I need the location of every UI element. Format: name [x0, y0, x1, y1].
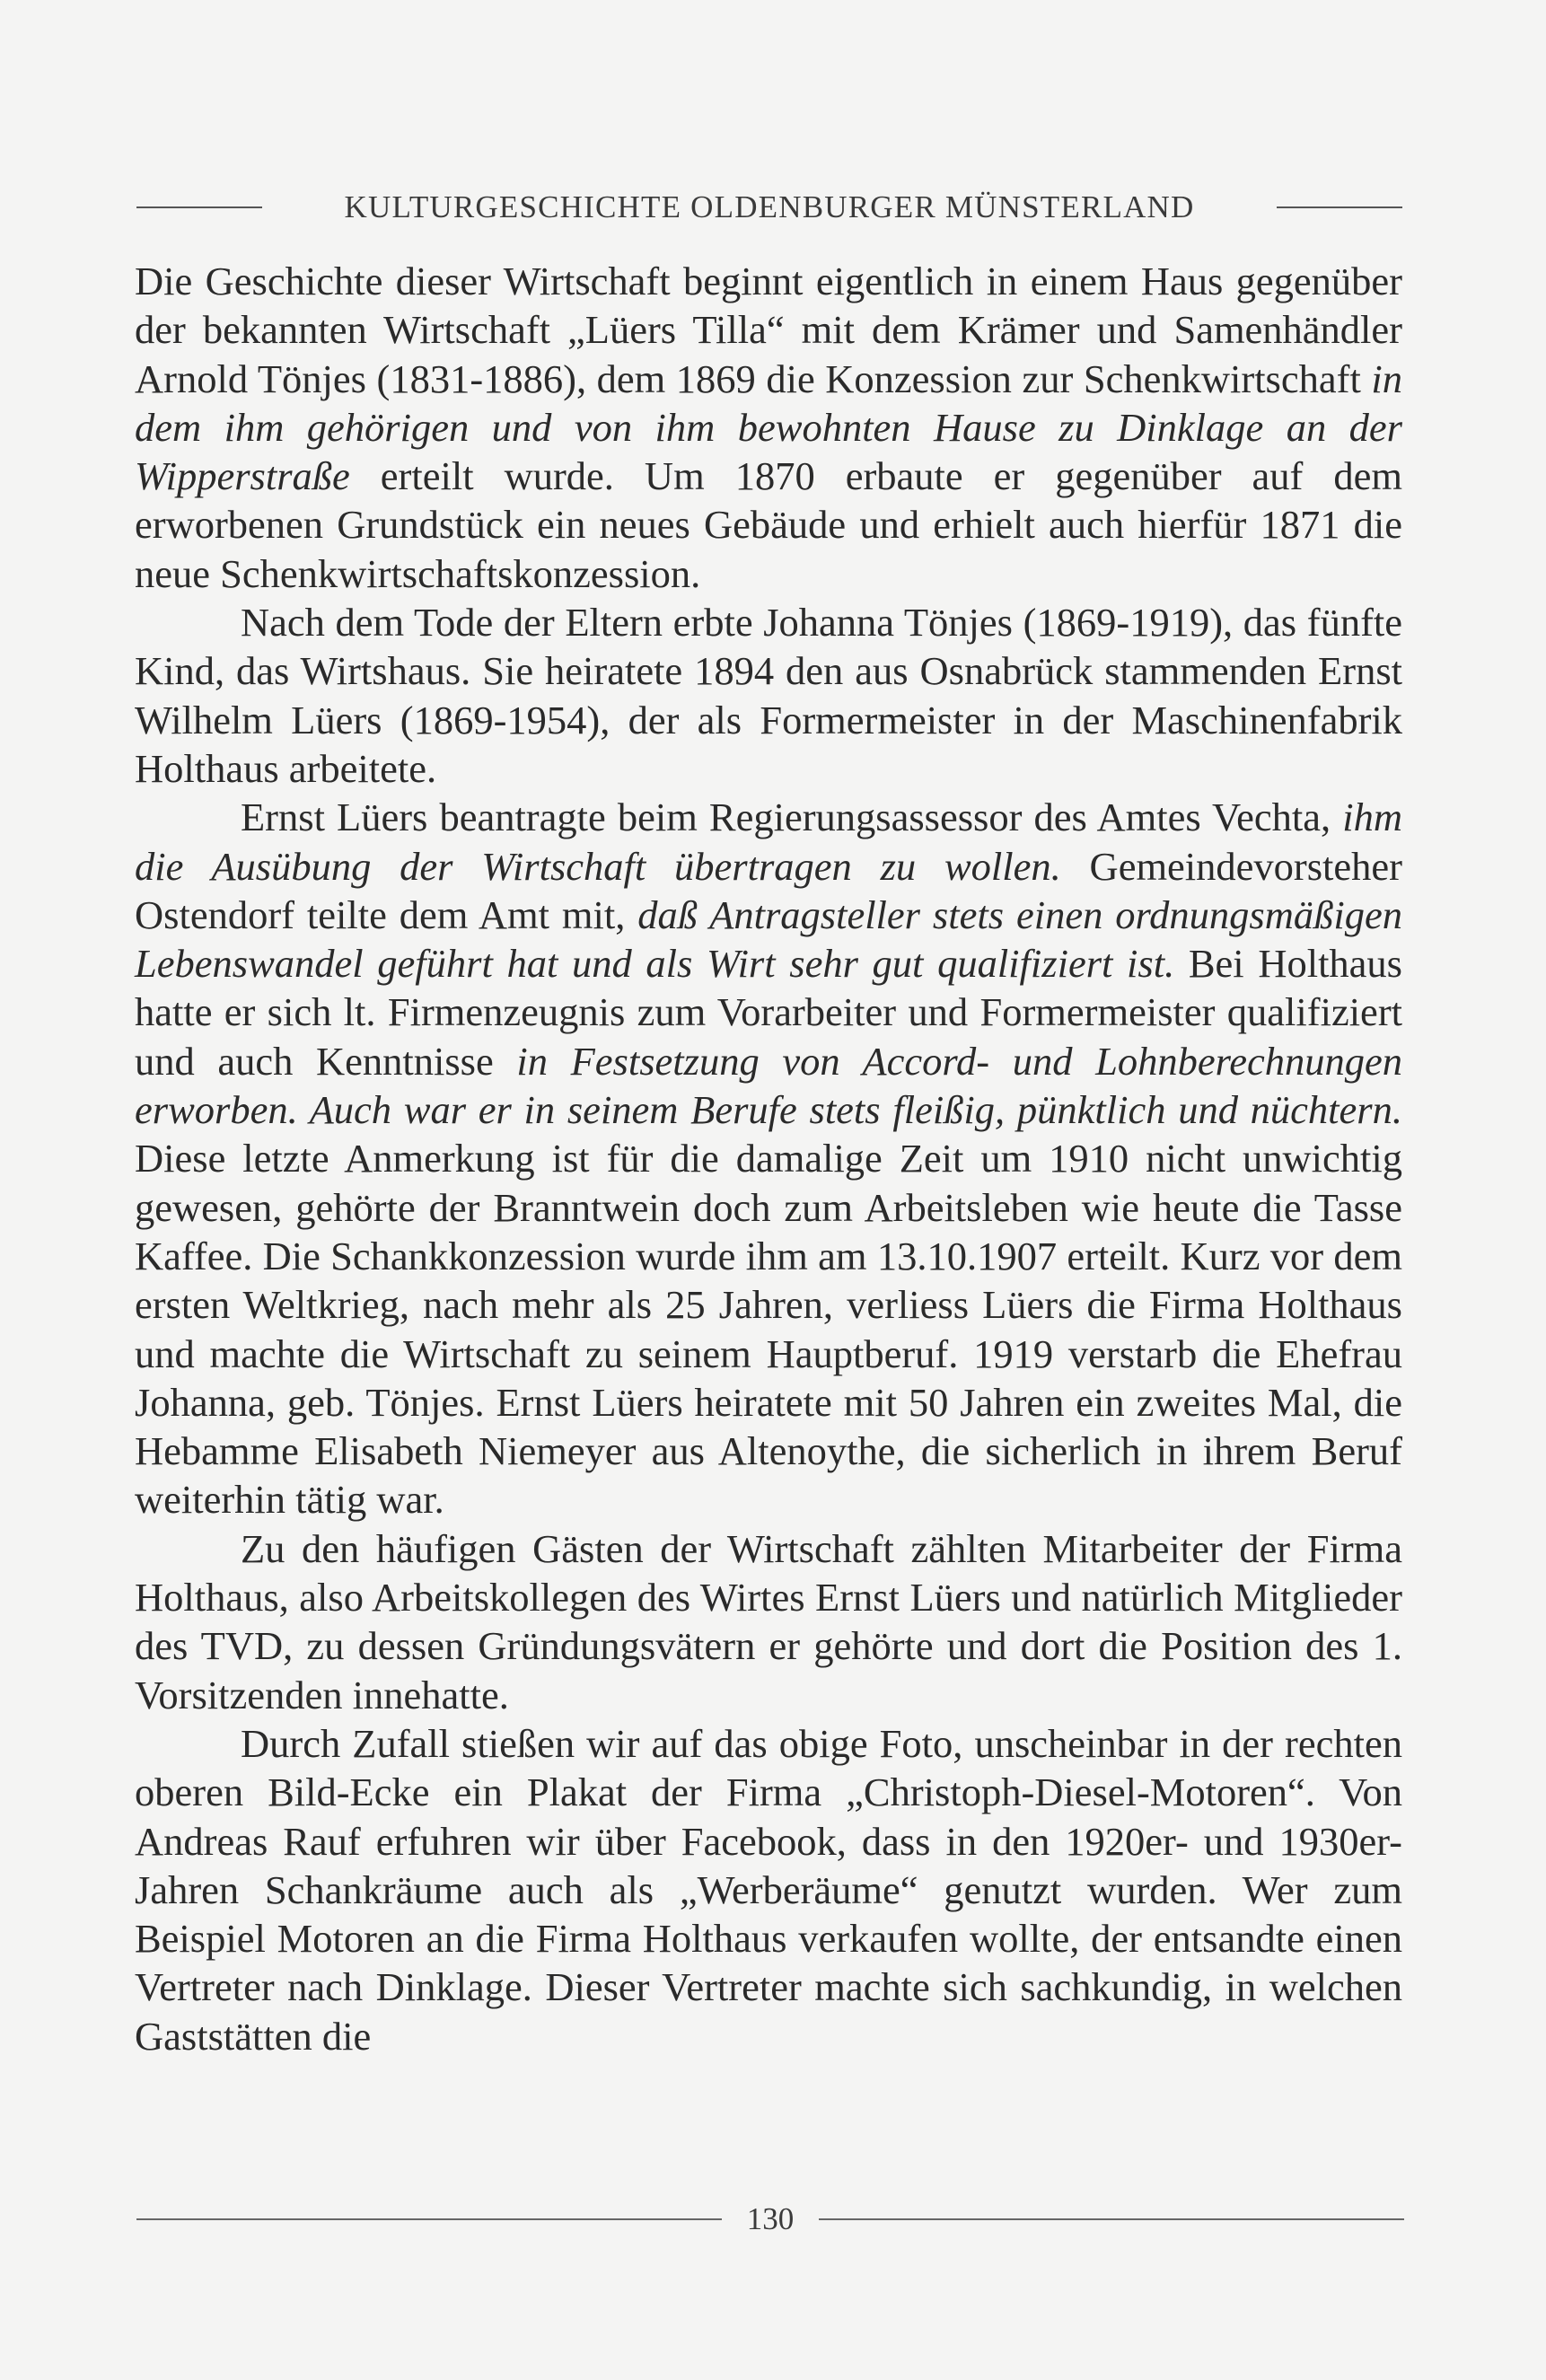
- italic-quote: in Festsetzung von Accord- und Lohnberechnungen erworben. Auch war er in seinem Berufe stets fleißig, pünktlich und nüchtern.: [135, 1038, 1402, 1133]
- text-segment: Bei Holthaus hatte er sich lt. Firmenzeugnis zum Vorarbeiter und Formermeister qualifiziert und auch Kenntnisse: [135, 941, 1402, 1084]
- italic-quote: in dem ihm gehörigen und von ihm bewohnten Hause zu Dinklage an der Wipperstraße: [135, 356, 1402, 499]
- page-footer: [136, 2197, 1404, 2242]
- running-header: [136, 185, 1402, 230]
- italic-quote: daß Antragsteller stets einen ordnungsmäßigen Lebenswandel geführt hat und als Wirt sehr gut qualifiziert ist.: [135, 891, 1402, 987]
- footer-rule-right: [819, 2218, 1404, 2220]
- body-text: [135, 257, 1402, 2060]
- text-segment: erteilt wurde. Um 1870 erbaute er gegenüber auf dem erworbenen Grundstück ein neues Gebäude und erhielt auch hierfür 1871 die neue Schenkwirtschaftskonzession.: [135, 453, 1402, 596]
- text-segment: Durch Zufall stießen wir auf das obige Foto, unscheinbar in der rechten oberen Bild-Ecke ein Plakat der Firma „Christoph-Diesel-Motoren“. Von Andreas Rauf erfuhren wir über Facebook, dass in den 1920er- und 1930er-Jahren Schankräume auch als „Werberäume“ genutzt wurden. Wer zum Beispiel Motoren an die Firma Holthaus verkaufen wollte, der entsandte einen Vertreter nach Dinklage. Dieser Vertreter machte sich sachkundig, in welchen Gaststätten die: [135, 1720, 1402, 2059]
- header-rule-left: [136, 206, 262, 208]
- paragraph: [135, 1719, 1402, 2060]
- text-segment: Nach dem Tode der Eltern erbte Johanna Tönjes (1869-1919), das fünfte Kind, das Wirtshaus. Sie heiratete 1894 den aus Osnabrück stammenden Ernst Wilhelm Lüers (1869-1954), der als Formermeister in der Maschinenfabrik Holthaus arbeitete.: [135, 600, 1402, 791]
- text-segment: Diese letzte Anmerkung ist für die damalige Zeit um 1910 nicht unwichtig gewesen, gehörte der Branntwein doch zum Arbeitsleben wie heute die Tasse Kaffee. Die Schankkonzession wurde ihm am 13.10.1907 erteilt. Kurz vor dem ersten Weltkrieg, nach mehr als 25 Jahren, verliess Lüers die Firma Holthaus und machte die Wirtschaft zu seinem Hauptberuf. 1919 verstarb die Ehefrau Johanna, geb. Tönjes. Ernst Lüers heiratete mit 50 Jahren ein zweites Mal, die Hebamme Elisabeth Niemeyer aus Altenoythe, die sicherlich in ihrem Beruf weiterhin tätig war.: [135, 1136, 1402, 1523]
- page-number: 130: [746, 2201, 795, 2236]
- paragraph: [135, 793, 1402, 1524]
- header-rule-right: [1277, 206, 1402, 208]
- text-segment: Die Geschichte dieser Wirtschaft beginnt eigentlich in einem Haus gegenüber der bekannten Wirtschaft „Lüers Tilla“ mit dem Krämer und Samenhändler Arnold Tönjes (1831-1886), dem 1869 die Konzession zur Schenkwirtschaft: [135, 259, 1402, 401]
- paragraph: [135, 257, 1402, 598]
- running-header-title: KULTURGESCHICHTE OLDENBURGER MÜNSTERLAND: [344, 189, 1195, 224]
- text-segment: Ernst Lüers beantragte beim Regierungsassessor des Amtes Vechta,: [241, 795, 1343, 840]
- text-segment: Zu den häufigen Gästen der Wirtschaft zählten Mitarbeiter der Firma Holthaus, also Arbeitskollegen des Wirtes Ernst Lüers und natürlich Mitglieder des TVD, zu dessen Gründungsvätern er gehörte und dort die Position des 1. Vorsitzenden innehatte.: [135, 1525, 1402, 1717]
- italic-quote: ihm die Ausübung der Wirtschaft übertragen zu wollen.: [135, 795, 1402, 889]
- text-segment: Gemeindevorsteher Ostendorf teilte dem Amt mit,: [135, 843, 1402, 937]
- paragraph: [135, 598, 1402, 793]
- paragraph: [135, 1524, 1402, 1719]
- footer-rule-left: [136, 2218, 722, 2220]
